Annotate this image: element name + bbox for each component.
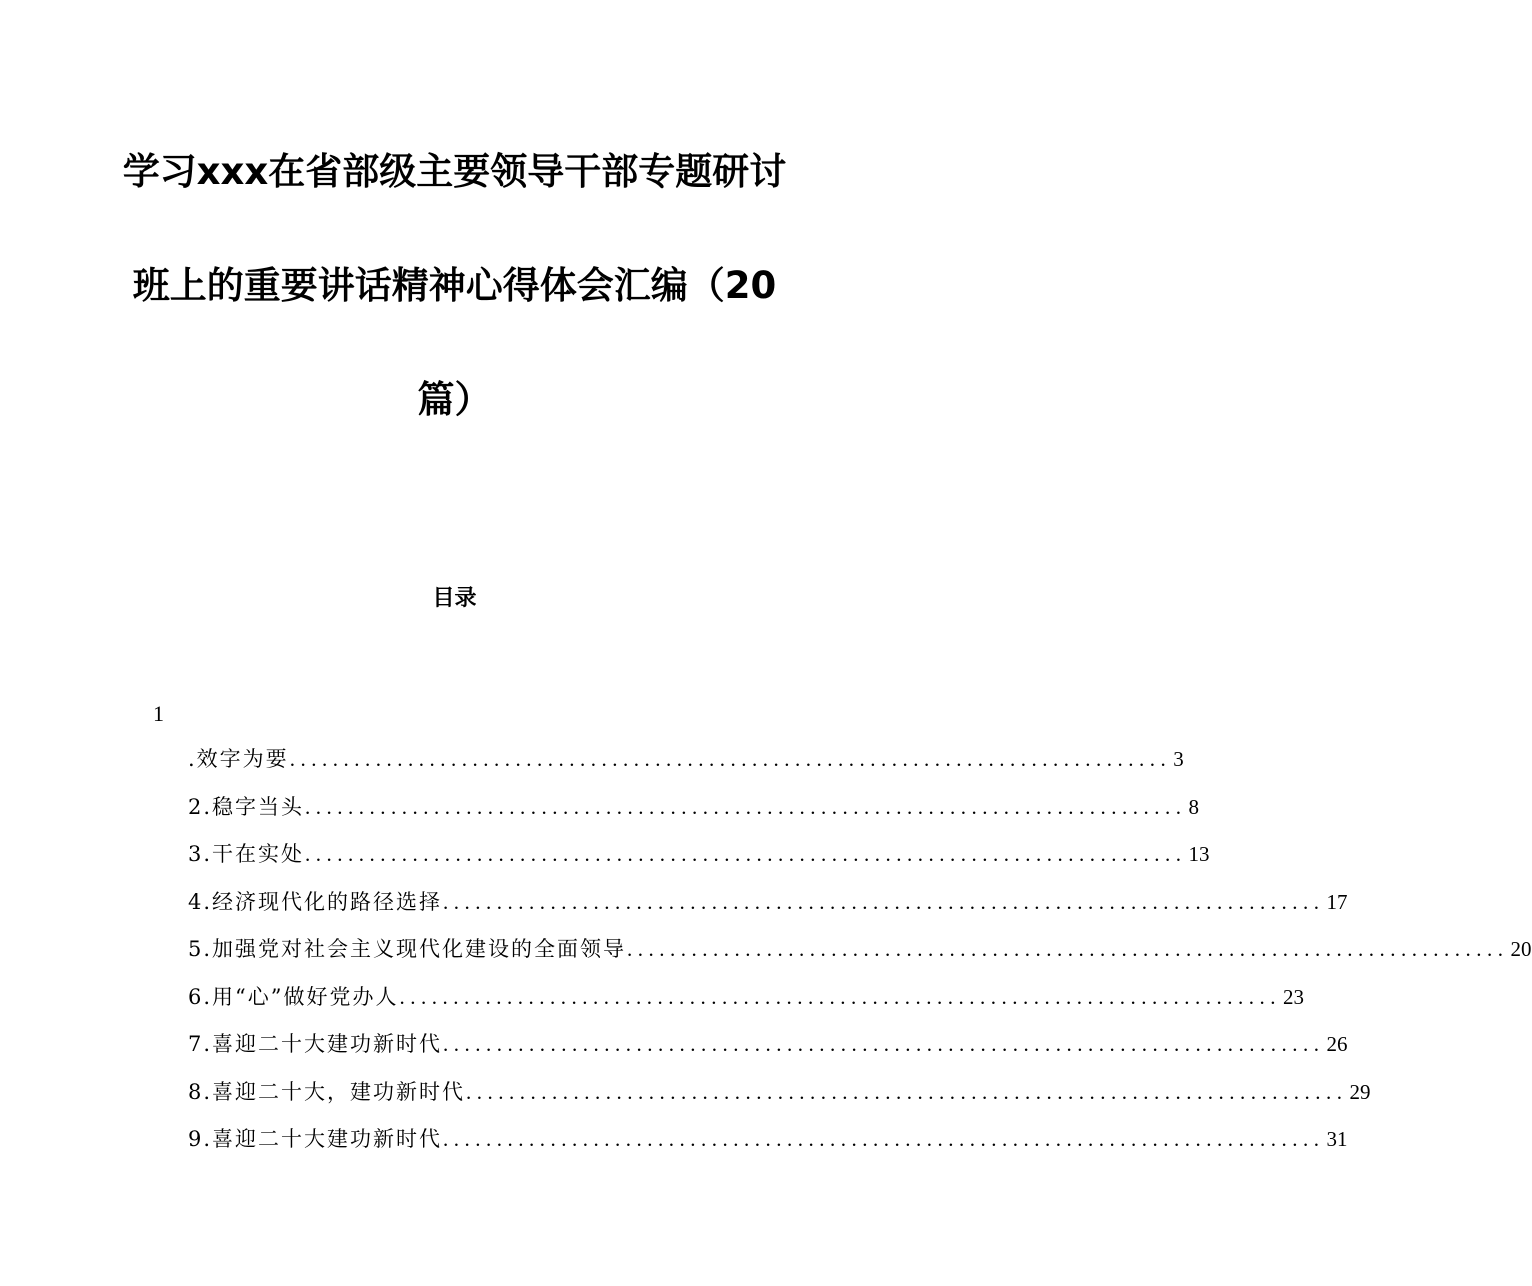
- toc-leader-dots: ..................................................................................: [466, 1079, 1348, 1104]
- toc-entry[interactable]: [188, 792, 1200, 840]
- toc-leader-dots: ..................................................................................: [443, 1127, 1325, 1151]
- toc-entry-title: 6.用“心”做好党办人: [188, 984, 399, 1009]
- table-of-contents: [188, 744, 1532, 1172]
- toc-entry[interactable]: [188, 1077, 1371, 1125]
- toc-entry-title: 7.喜迎二十大建功新时代: [188, 1032, 443, 1056]
- toc-entry-title: 9.喜迎二十大建功新时代: [188, 1127, 443, 1151]
- toc-leader-dots: ..................................................................................: [305, 794, 1187, 819]
- toc-leader-dots: ..................................................................................: [399, 984, 1282, 1009]
- toc-entry-page: 13: [1188, 842, 1210, 866]
- toc-heading: 目录: [432, 586, 477, 611]
- toc-entry-page: 23: [1283, 984, 1305, 1009]
- toc-entry-page: 20: [1510, 937, 1532, 961]
- toc-leader-dots: ..................................................................................: [443, 889, 1325, 914]
- section-number: 1: [153, 701, 164, 726]
- toc-leader-dots: ..................................................................................: [443, 1032, 1325, 1056]
- toc-entry[interactable]: [188, 744, 1184, 792]
- toc-entry-page: 8: [1188, 794, 1200, 819]
- toc-entry-title: 2.稳字当头: [188, 794, 305, 819]
- toc-leader-dots: ..................................................................................: [289, 747, 1172, 771]
- toc-entry[interactable]: [188, 934, 1532, 982]
- toc-entry-page: 3: [1173, 747, 1184, 771]
- toc-entry-page: 26: [1326, 1032, 1348, 1056]
- toc-entry-page: 31: [1326, 1127, 1348, 1151]
- toc-entry[interactable]: [188, 839, 1210, 887]
- toc-entry-page: 29: [1349, 1079, 1371, 1104]
- toc-entry[interactable]: [188, 982, 1305, 1030]
- toc-entry[interactable]: [188, 1124, 1348, 1172]
- toc-leader-dots: ..................................................................................: [627, 937, 1509, 961]
- title-line-2: 班上的重要讲话精神心得体会汇编（20: [132, 264, 777, 307]
- toc-entry[interactable]: [188, 1029, 1348, 1077]
- toc-entry-title: .效字为要: [188, 747, 289, 771]
- toc-entry-title: 5.加强党对社会主义现代化建设的全面领导: [188, 937, 627, 961]
- toc-leader-dots: ..................................................................................: [305, 842, 1187, 866]
- toc-entry-page: 17: [1326, 889, 1348, 914]
- toc-entry-title: 3.干在实处: [188, 842, 305, 866]
- toc-entry[interactable]: [188, 887, 1348, 935]
- title-line-1: 学习xxx在省部级主要领导干部专题研讨: [122, 150, 787, 193]
- toc-entry-title: 8.喜迎二十大，建功新时代: [188, 1079, 466, 1104]
- toc-entry-title: 4.经济现代化的路径选择: [188, 889, 443, 914]
- title-line-3: 篇）: [417, 378, 492, 421]
